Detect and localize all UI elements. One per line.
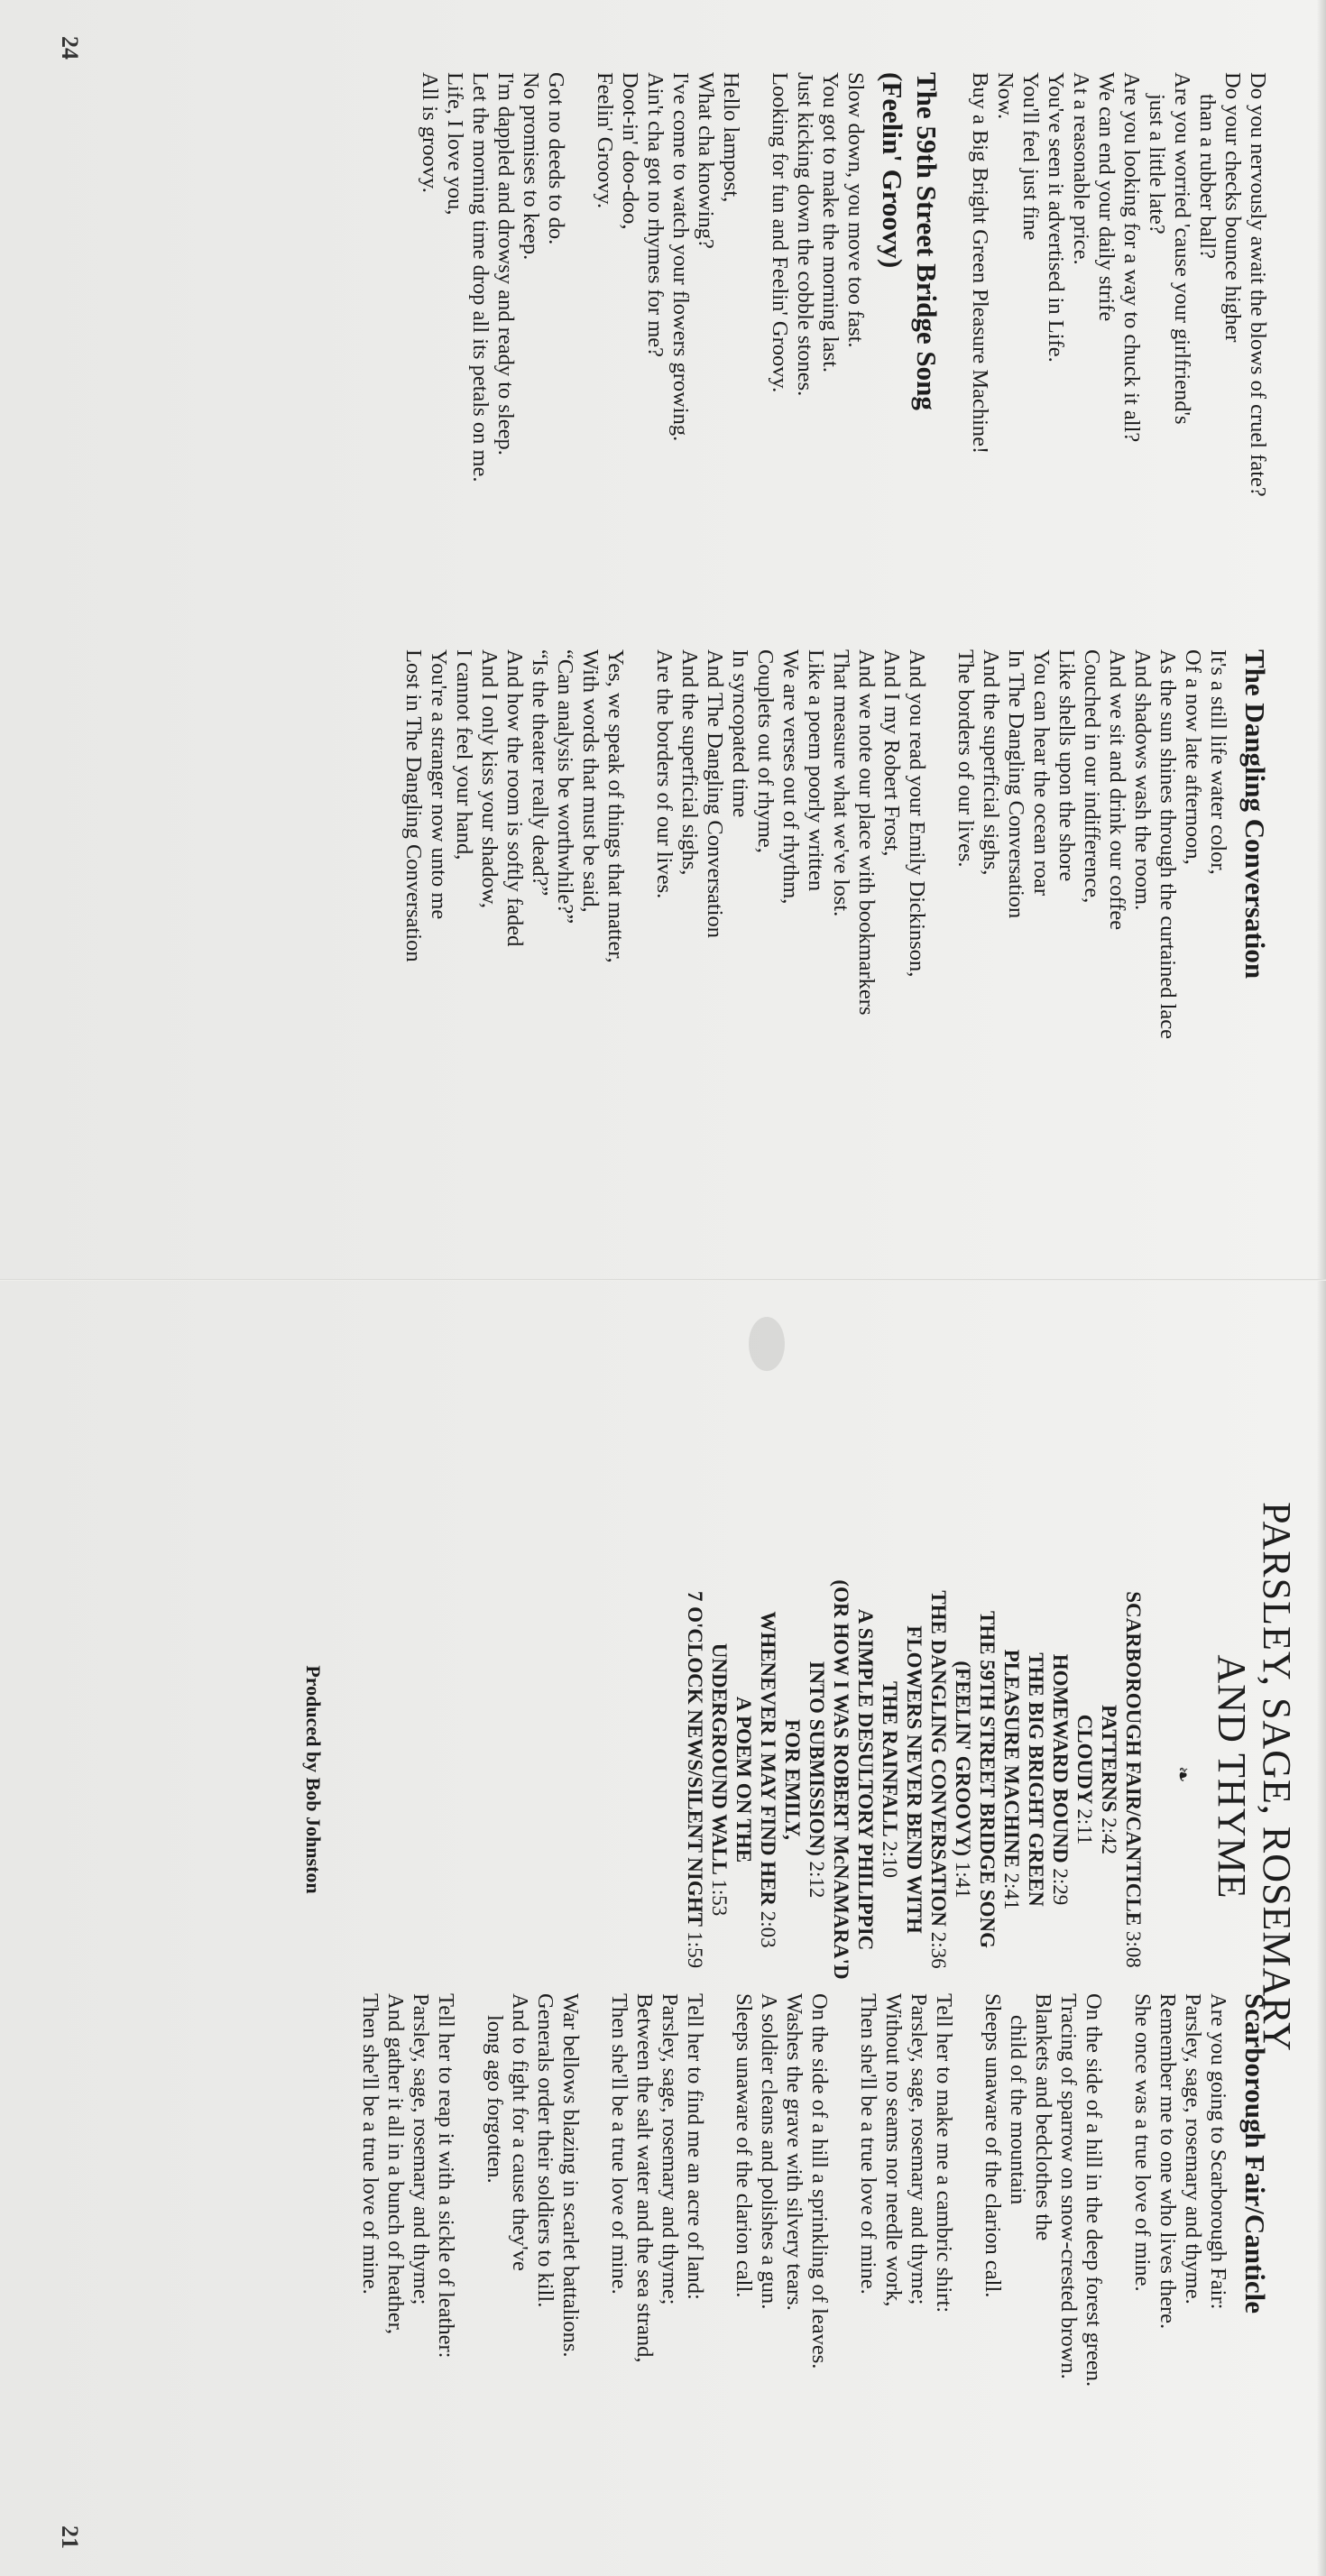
track-duration: 1:53 <box>708 1879 731 1917</box>
lyric-line: We can end your daily strife <box>1094 72 1119 322</box>
lyric-line: War bellows blazing in scarlet battalions. <box>558 1993 583 2358</box>
column-big-bright-green-and-59th-street <box>417 72 1270 631</box>
track-duration: 1:59 <box>684 1931 706 1969</box>
lyric-line: What cha knowing? <box>694 72 718 249</box>
lyric-line: In syncopated time <box>728 649 752 818</box>
lyric-line: Feelin' Groovy. <box>593 72 617 209</box>
lyric-line: Got no deeds to do. <box>544 72 568 245</box>
track-duration: 2:03 <box>757 1910 779 1948</box>
lyric-line: No promises to keep. <box>519 72 543 261</box>
song-title-line-2: (Feelin' Groovy) <box>877 72 908 269</box>
lyric-line: Tell her to reap it with a sickle of leather: <box>434 1993 458 2359</box>
producer-credit: Produced by Bob Johnston <box>302 1665 325 1894</box>
lyric-line: Looking for fun and Feelin' Groovy. <box>768 72 792 393</box>
lyric-line: Now. <box>993 72 1018 120</box>
track-name: (FEELIN' GROOVY) <box>952 1661 974 1856</box>
verse <box>482 1993 583 2553</box>
lyric-line: Couplets out of rhyme, <box>753 649 778 853</box>
lyric-line: Buy a Big Bright Green Pleasure Machine! <box>968 72 992 455</box>
lyric-line: A soldier cleans and polishes a gun. <box>757 1993 781 2310</box>
lyric-line: long ago forgotten. <box>483 2015 507 2184</box>
lyric-line: It's a still life water color, <box>1206 649 1230 875</box>
center-fold <box>0 1279 1326 1281</box>
lyric-line: Parsley, sage, rosemary and thyme. <box>1181 1993 1205 2305</box>
lyric-line: We are verses out of rhythm, <box>778 649 803 905</box>
page-number-left: 24 <box>57 36 83 60</box>
lyric-line: Tracing of sparrow on snow-crested brown. <box>1056 1993 1081 2379</box>
lyric-line: You'll feel just fine <box>1018 72 1043 241</box>
lyric-line: Doot-in' doo-doo, <box>618 72 642 230</box>
lyric-line: Let the morning time drop all its petals on me. <box>468 72 493 483</box>
track-name: THE DANGLING CONVERSATION <box>927 1590 950 1927</box>
big-bright-green-lyrics <box>967 72 1270 631</box>
lyric-line: Tell her to make me a cambric shirt: <box>932 1993 956 2314</box>
lyric-line: And gather it all in a bunch of heather, <box>383 1993 408 2334</box>
track-duration: 2:41 <box>1000 1872 1023 1910</box>
floral-ornament-icon: ❧ <box>1172 1766 1194 1783</box>
lyric-line: Are you worried 'cause your girlfriend's <box>1170 72 1194 425</box>
page-top-edge <box>1317 0 1326 2576</box>
track-name: THE 59TH STREET BRIDGE SONG <box>976 1610 999 1949</box>
lyric-line: Just kicking down the cobble stones. <box>793 72 817 397</box>
lyric-line: All is groovy. <box>418 72 442 193</box>
lyric-line: Then she'll be a true love of mine. <box>358 1993 382 2295</box>
track-duration: 2:11 <box>1073 1808 1096 1845</box>
lyric-line: Without no seams nor needle work, <box>881 1993 906 2307</box>
track-name: CLOUDY <box>1073 1714 1096 1804</box>
track-duration: 1:41 <box>952 1861 974 1899</box>
track-duration: 2:12 <box>806 1861 828 1899</box>
lyric-line: On the side of a hill in the deep forest green. <box>1082 1993 1106 2387</box>
column-dangling-conversation <box>401 649 1272 1227</box>
column-scarborough-fair <box>357 1993 1272 2553</box>
track-name: SCARBOROUGH FAIR/CANTICLE <box>1122 1591 1145 1927</box>
lyric-line: Parsley, sage, rosemary and thyme; <box>658 1993 682 2305</box>
scarborough-fair-lyrics <box>357 1993 1230 2553</box>
lyric-line: The borders of our lives. <box>953 649 978 868</box>
lyric-line: Ain't cha got no rhymes for me? <box>643 72 668 358</box>
verse <box>606 1993 707 2553</box>
song-title-dangling-conversation: The Dangling Conversation <box>1239 649 1271 980</box>
lyric-line: Are you looking for a way to chuck it all? <box>1119 72 1144 443</box>
lyric-line: Do you nervously await the blows of cruel fate? <box>1246 72 1270 497</box>
track-duration: 2:36 <box>927 1931 950 1969</box>
lyric-line: than a rubber ball? <box>1195 94 1220 259</box>
track-name: 7 O'CLOCK NEWS/SILENT NIGHT <box>684 1590 706 1927</box>
track-duration: 2:42 <box>1098 1817 1120 1854</box>
verse <box>953 649 1230 1227</box>
lyric-line: And I only kiss your shadow, <box>477 649 502 908</box>
lyric-line: child of the mountain <box>1006 2015 1030 2205</box>
lyric-line: Between the salt water and the sea strand, <box>632 1993 657 2363</box>
verse <box>731 1993 832 2553</box>
lyric-line: And the superficial sighs, <box>677 649 702 876</box>
lyric-line: At a reasonable price. <box>1069 72 1093 265</box>
lyric-line: And The Dangling Conversation <box>703 649 727 939</box>
page-number-right: 21 <box>57 2525 83 2549</box>
lyric-line: And we sit and drink our coffee <box>1105 649 1129 931</box>
lyric-line: You're a stranger now unto me <box>427 649 451 920</box>
verse <box>767 72 868 631</box>
lyric-line: Lost in The Dangling Conversation <box>401 649 426 962</box>
verse <box>980 1993 1106 2553</box>
lyric-line: Like a poem poorly written <box>804 649 828 892</box>
song-title-59th-street-bridge <box>875 72 944 631</box>
lyric-line: You've seen it advertised in Life. <box>1044 72 1068 363</box>
lyric-line: In The Dangling Conversation <box>1004 649 1028 919</box>
lyric-line: I'm dappled and drowsy and ready to sleep. <box>493 72 518 455</box>
verse <box>357 1993 458 2553</box>
track-name: A POEM ON THE <box>732 1696 755 1863</box>
lyric-line: Life, I love you, <box>443 72 467 216</box>
lyric-line: I cannot feel your hand, <box>452 649 476 860</box>
lyric-line: And the superficial sighs, <box>979 649 1003 876</box>
lyric-line: Couched in our indifference, <box>1080 649 1104 904</box>
track-name: HOMEWARD BOUND <box>1049 1653 1072 1863</box>
verse <box>855 1993 956 2553</box>
lyric-line: Slow down, you move too fast. <box>843 72 868 348</box>
track-name: (OR HOW I WAS ROBERT McNAMARA'D <box>830 1579 852 1980</box>
lyric-line: Are you going to Scarborough Fair: <box>1206 1993 1230 2310</box>
track-name: PATTERNS <box>1098 1705 1120 1813</box>
verse <box>651 649 929 1227</box>
lyric-line: And shadows wash the room. <box>1130 649 1155 911</box>
lyric-line: “Is the theater really dead?” <box>528 649 552 897</box>
lyric-line: Generals order their soldiers to kill. <box>533 1993 557 2308</box>
album-title-line-1: PARSLEY, SAGE, ROSEMARY <box>1255 1502 1299 2052</box>
lyric-line: “Can analysis be worthwhile?” <box>553 649 577 925</box>
lyric-line: And you read your Emily Dickinson, <box>905 649 929 978</box>
lyric-line: You got to make the morning last. <box>818 72 843 373</box>
track-duration: 2:10 <box>879 1841 901 1879</box>
album-title-line-2: AND THYME <box>1210 1654 1254 1900</box>
lyric-line: Sleeps unaware of the clarion call. <box>981 1993 1005 2298</box>
track-name: THE RAINFALL <box>879 1680 901 1836</box>
lyric-line: Do your checks bounce higher <box>1220 72 1245 343</box>
track-duration: 3:08 <box>1122 1930 1145 1968</box>
lyric-line: Blankets and bedclothes the <box>1031 1993 1055 2241</box>
track-name: UNDERGROUND WALL <box>708 1642 731 1874</box>
track-duration: 2:29 <box>1049 1868 1072 1906</box>
lyric-line: Washes the grave with silvery tears. <box>782 1993 806 2311</box>
song-title-line-1: The 59th Street Bridge Song <box>911 72 943 410</box>
verse <box>401 649 628 1227</box>
track-name: INTO SUBMISSION) <box>806 1661 828 1856</box>
lyric-line: On the side of a hill a sprinkling of leaves. <box>807 1993 832 2369</box>
lyric-line: Tell her to find me an acre of land: <box>683 1993 707 2300</box>
lyric-line: And to fight for a cause they've <box>508 1993 532 2271</box>
lyric-line: Parsley, sage, rosemary and thyme; <box>409 1993 433 2305</box>
lyric-line: Remember me to one who lives there. <box>1156 1993 1180 2330</box>
verse <box>417 72 568 631</box>
verse <box>592 72 743 631</box>
lyric-line: As the sun shines through the curtained lace <box>1156 649 1180 1040</box>
track-name: PLEASURE MACHINE <box>1000 1649 1023 1868</box>
lyric-line: You can hear the ocean roar <box>1029 649 1054 897</box>
lyric-line: And we note our place with bookmarkers <box>854 649 879 1016</box>
track-name: A SIMPLE DESULTORY PHILIPPIC <box>854 1608 877 1951</box>
lyric-line: Are the borders of our lives. <box>652 649 677 899</box>
lyric-line: Like shells upon the shore <box>1054 649 1079 882</box>
lyric-line: She once was a true love of mine. <box>1130 1993 1155 2292</box>
lyric-line: That measure what we've lost. <box>829 649 853 917</box>
lyric-line: I've come to watch your flowers growing. <box>668 72 693 442</box>
lyric-line: just a little late? <box>1145 94 1169 235</box>
lyric-line: Of a now late afternoon, <box>1181 649 1205 865</box>
lyric-line: And I my Robert Frost, <box>879 649 904 857</box>
lyric-line: Hello lampost, <box>719 72 743 203</box>
track-name: WHENEVER I MAY FIND HER <box>757 1611 779 1907</box>
lyric-line: With words that must be said, <box>578 649 603 913</box>
song-title-scarborough-fair: Scarborough Fair/Canticle <box>1239 1993 1271 2314</box>
lyric-line: Then she'll be a true love of mine. <box>856 1993 880 2295</box>
lyric-line: Then she'll be a true love of mine. <box>607 1993 631 2295</box>
lyric-line: And how the room is softly faded <box>502 649 527 947</box>
track-name: FOR EMILY, <box>781 1719 804 1840</box>
lyric-line: Sleeps unaware of the clarion call. <box>732 1993 756 2298</box>
track-name: THE BIG BRIGHT GREEN <box>1025 1652 1047 1907</box>
lyric-line: Yes, we speak of things that matter, <box>603 649 628 963</box>
verse <box>1129 1993 1230 2553</box>
track-name: FLOWERS NEVER BEND WITH <box>903 1625 925 1934</box>
lyric-line: Parsley, sage, rosemary and thyme; <box>907 1993 931 2305</box>
